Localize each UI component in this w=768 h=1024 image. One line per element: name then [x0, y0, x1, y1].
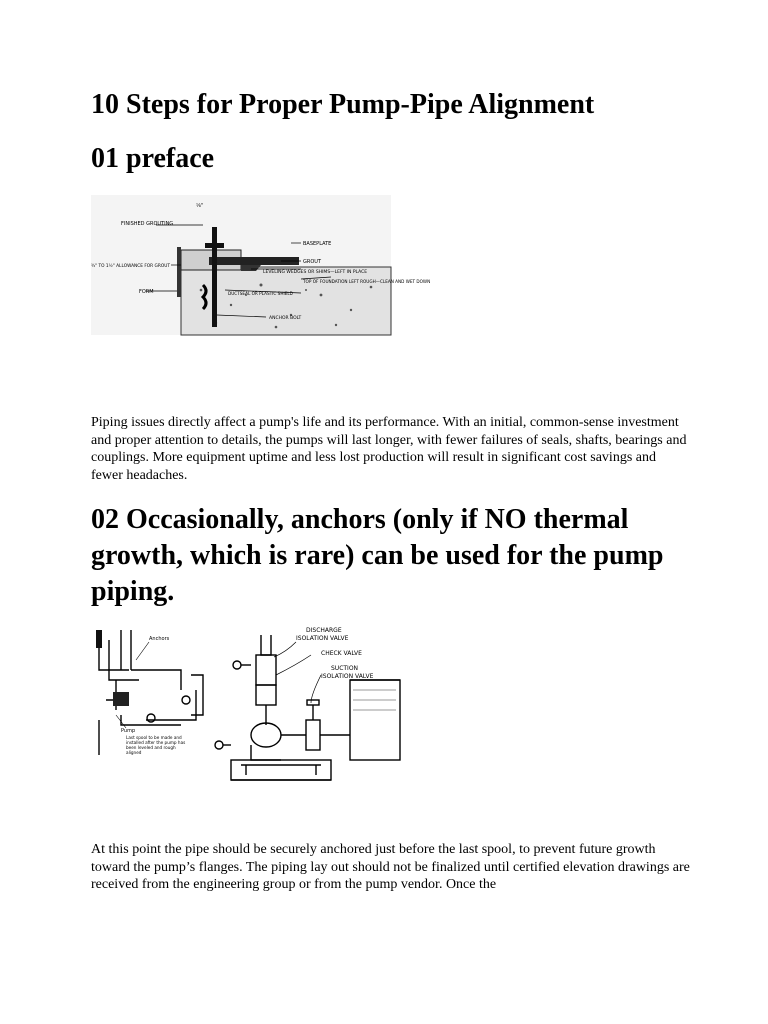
- label-suction-line2: ISOLATION VALVE: [321, 673, 374, 680]
- label-discharge-valve: [296, 627, 349, 642]
- label-check-valve: CHECK VALVE: [321, 650, 362, 657]
- label-finished-grouting: FINISHED GROUTING: [121, 221, 174, 227]
- label-suction-valve: [321, 665, 374, 680]
- label-grout: GROUT: [303, 259, 321, 265]
- label-duct: DUCTSEAL OR PLASTIC SHIELD: [228, 291, 293, 296]
- label-anchors: Anchors: [149, 636, 170, 642]
- label-allowance: ¾" TO 1½" ALLOWANCE FOR GROUT: [91, 264, 170, 269]
- section-heading-anchors: 02 Occasionally, anchors (only if NO thermal growth, which is rare) can be used for the pump piping.: [91, 504, 664, 607]
- label-anchor-bolt: ANCHOR BOLT: [269, 316, 302, 321]
- label-top-dim: ⅛": [196, 203, 204, 209]
- pump-piping-diagram: [91, 620, 401, 810]
- label-discharge-line1: DISCHARGE: [306, 627, 342, 634]
- label-foundation: TOP OF FOUNDATION LEFT ROUGH—CLEAN AND WET DOWN: [303, 279, 431, 284]
- label-discharge-line2: ISOLATION VALVE: [296, 635, 349, 642]
- section-heading-preface: 01 preface: [91, 143, 215, 174]
- preface-paragraph: Piping issues directly affect a pump's life and its performance. With an initial, common-sense investment and proper attention to details, the pumps will last longer, with fewer failures of seals, shafts, bearings and couplings. More equipment uptime and less lost production will result in significant cost savings and fewer headaches.: [91, 415, 687, 483]
- label-baseplate: BASEPLATE: [303, 241, 332, 247]
- label-last-spool-note: Last spool to be made and installed after the pump has been leveled and rough aligned: [126, 735, 186, 755]
- label-wedges: LEVELING WEDGES OR SHIMS—LEFT IN PLACE: [263, 270, 368, 275]
- page-title: 10 Steps for Proper Pump-Pipe Alignment: [91, 89, 595, 120]
- label-suction-line1: SUCTION: [331, 665, 359, 672]
- label-form: FORM: [139, 289, 154, 295]
- label-pump: Pump: [121, 728, 136, 734]
- anchors-paragraph: At this point the pipe should be securely anchored just before the last spool, to prevent future growth toward the pump’s flanges. The piping lay out should not be finalized until certified elevation drawings are received from the engineering group or from the pump vendor. Once the: [91, 842, 690, 892]
- grouting-diagram: [91, 195, 431, 385]
